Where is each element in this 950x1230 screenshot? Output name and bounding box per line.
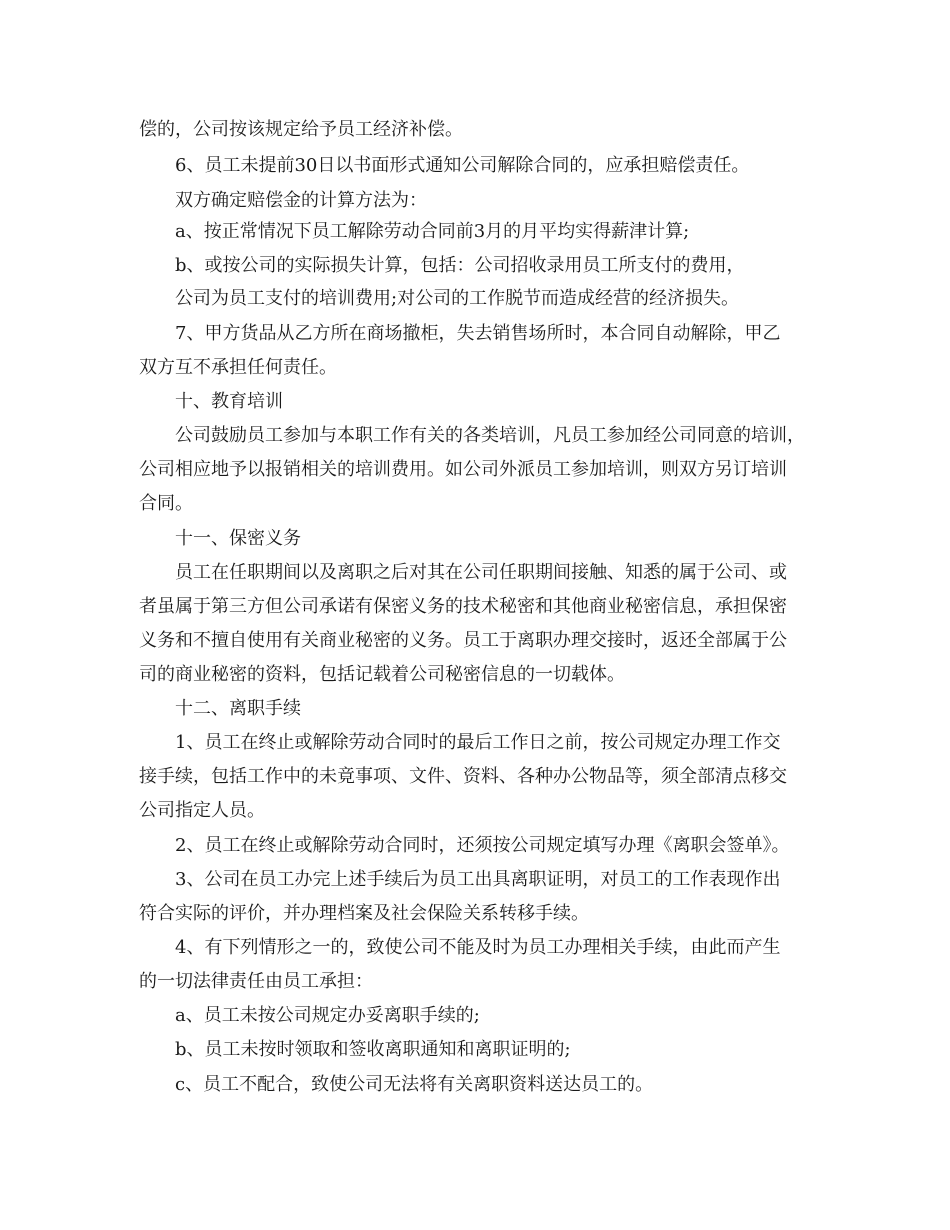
text-line: 义务和不擅自使用有关商业秘密的义务。员工于离职办理交接时，返还全部属于公 bbox=[139, 630, 787, 651]
section-heading: 十、教育培训 bbox=[175, 391, 283, 412]
text-line: 接手续，包括工作中的未竟事项、文件、资料、各种办公物品等，须全部清点移交 bbox=[139, 766, 787, 787]
text-line: 4、有下列情形之一的，致使公司不能及时为员工办理相关手续，由此而产生 bbox=[175, 937, 781, 958]
text-line: 2、员工在终止或解除劳动合同时，还须按公司规定填写办理《离职会签单》。 bbox=[175, 835, 790, 856]
text-line: 3、公司在员工办完上述手续后为员工出具离职证明，对员工的工作表现作出 bbox=[175, 869, 781, 890]
text-line: 7、甲方货品从乙方所在商场撤柜，失去销售场所时，本合同自动解除，甲乙 bbox=[175, 323, 781, 344]
text-line: 的一切法律责任由员工承担： bbox=[139, 971, 373, 992]
text-line: a、员工未按公司规定办妥离职手续的; bbox=[175, 1005, 480, 1026]
text-line: 偿的，公司按该规定给予员工经济补偿。 bbox=[139, 119, 463, 140]
section-heading: 十一、保密义务 bbox=[175, 528, 301, 549]
text-line: 员工在任职期间以及离职之后对其在公司任职期间接触、知悉的属于公司、或 bbox=[175, 562, 787, 583]
section-heading: 十二、离职手续 bbox=[175, 698, 301, 719]
text-line: a、按正常情况下员工解除劳动合同前3月的月平均实得薪津计算; bbox=[175, 221, 690, 242]
text-line: 者虽属于第三方但公司承诺有保密义务的技术秘密和其他商业秘密信息，承担保密 bbox=[139, 596, 787, 617]
text-line: 双方确定赔偿金的计算方法为： bbox=[175, 190, 427, 211]
text-line: 1、员工在终止或解除劳动合同时的最后工作日之前，按公司规定办理工作交 bbox=[175, 732, 781, 753]
text-line: 双方互不承担任何责任。 bbox=[139, 357, 337, 378]
text-line: 符合实际的评价，并办理档案及社会保险关系转移手续。 bbox=[139, 903, 589, 924]
text-line: b、员工未按时领取和签收离职通知和离职证明的; bbox=[175, 1039, 571, 1060]
text-line: 公司相应地予以报销相关的培训费用。如公司外派员工参加培训，则双方另订培训 bbox=[139, 459, 787, 480]
text-line: 公司指定人员。 bbox=[139, 800, 265, 821]
text-line: 6、员工未提前30日以书面形式通知公司解除合同的，应承担赔偿责任。 bbox=[175, 155, 750, 176]
text-line: 司的商业秘密的资料，包括记载着公司秘密信息的一切载体。 bbox=[139, 664, 625, 685]
text-line: 合同。 bbox=[139, 493, 193, 514]
text-line: 公司为员工支付的培训费用;对公司的工作脱节而造成经营的经济损失。 bbox=[175, 288, 740, 309]
text-line: b、或按公司的实际损失计算，包括：公司招收录用员工所支付的费用， bbox=[175, 255, 745, 276]
text-line: c、员工不配合，致使公司无法将有关离职资料送达员工的。 bbox=[175, 1074, 654, 1095]
text-line: 公司鼓励员工参加与本职工作有关的各类培训，凡员工参加经公司同意的培训， bbox=[175, 425, 805, 446]
